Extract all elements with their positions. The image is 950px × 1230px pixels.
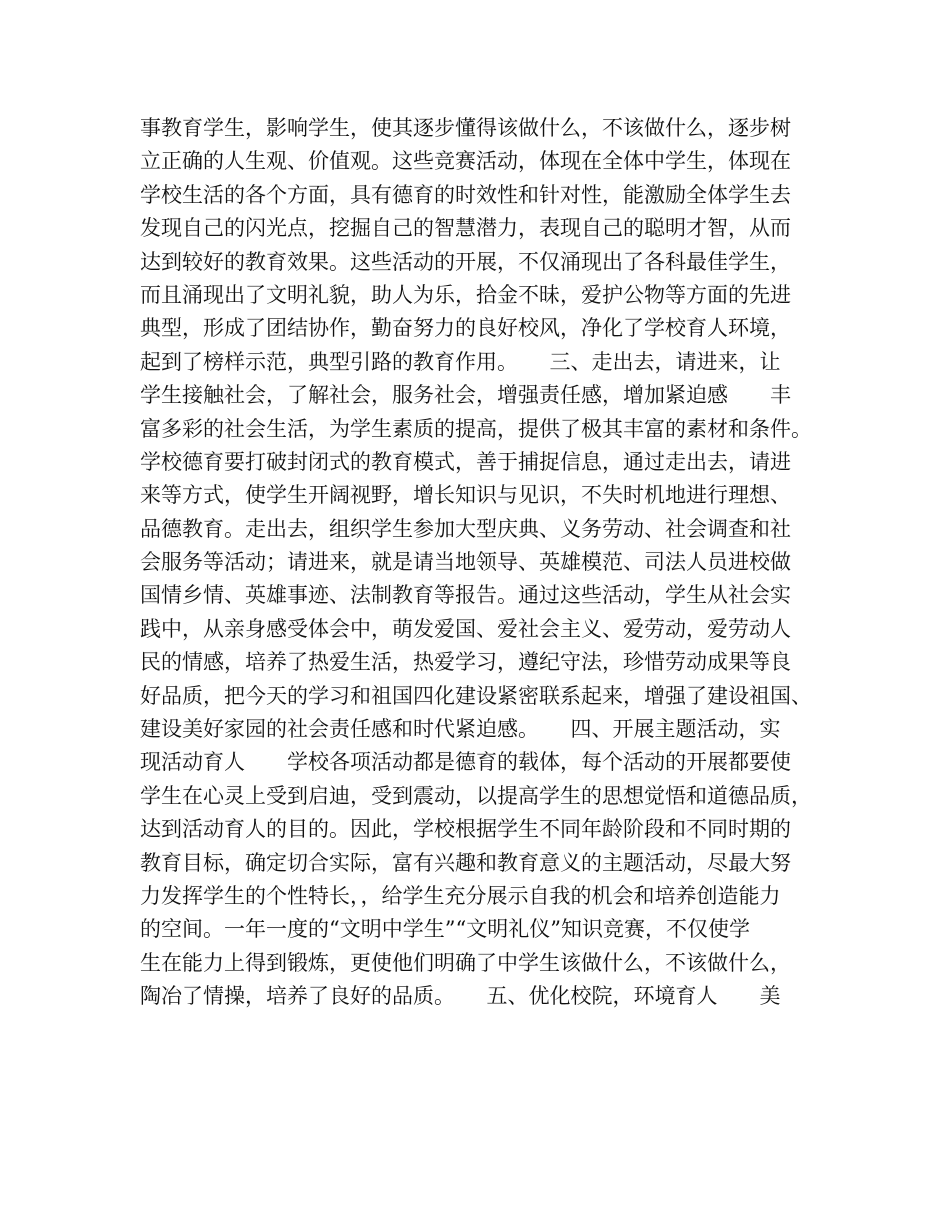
text-line: 力发挥学生的个性特长，，给学生充分展示自我的机会和培养创造能力: [140, 883, 781, 908]
text-line: 学校生活的各个方面，具有德育的时效性和针对性，能激励全体学生去: [140, 182, 791, 207]
text-line: 学校德育要打破封闭式的教育模式，善于捕捉信息，通过走出去，请进: [140, 449, 791, 474]
text-line: 生在能力上得到锻炼，更使他们明确了中学生该做什么，不该做什么，: [140, 950, 791, 975]
text-line: 现活动育人 学校各项活动都是德育的载体，每个活动的开展都要使: [140, 750, 791, 775]
text-line: 国情乡情、英雄事迹、法制教育等报告。通过这些活动，学生从社会实: [140, 583, 791, 608]
text-line: 典型，形成了团结协作，勤奋努力的良好校风，净化了学校育人环境，: [140, 316, 791, 341]
body-text: [140, 112, 830, 1014]
text-line: 践中，从亲身感受体会中，萌发爱国、爱社会主义、爱劳动，爱劳动人: [140, 616, 791, 641]
text-line: 会服务等活动；请进来，就是请当地领导、英雄模范、司法人员进校做: [140, 550, 791, 575]
text-line: 达到活动育人的目的。因此，学校根据学生不同年龄阶段和不同时期的: [140, 817, 791, 842]
text-line: 的空间。一年一度的“文明中学生”“文明礼仪”知识竞赛，不仅使学: [140, 917, 750, 942]
text-line: 立正确的人生观、价值观。这些竞赛活动，体现在全体中学生，体现在: [140, 149, 791, 174]
text-line: 起到了榜样示范，典型引路的教育作用。 三、走出去，请进来，让: [140, 349, 781, 374]
text-line: 好品质，把今天的学习和祖国四化建设紧密联系起来，增强了建设祖国、: [140, 683, 812, 708]
text-line: 而且涌现出了文明礼貌，助人为乐，拾金不昧，爱护公物等方面的先进: [140, 282, 791, 307]
text-line: 达到较好的教育效果。这些活动的开展，不仅涌现出了各科最佳学生，: [140, 249, 791, 274]
text-line: 学生接触社会，了解社会，服务社会，增强责任感，增加紧迫感 丰: [140, 383, 791, 408]
text-line: 事教育学生，影响学生，使其逐步懂得该做什么，不该做什么，逐步树: [140, 116, 791, 140]
text-line: 富多彩的社会生活，为学生素质的提高，提供了极其丰富的素材和条件。: [140, 416, 812, 441]
text-line: 发现自己的闪光点，挖掘自己的智慧潜力，表现自己的聪明才智，从而: [140, 216, 791, 241]
text-line: 品德教育。走出去，组织学生参加大型庆典、义务劳动、社会调查和社: [140, 516, 791, 541]
text-line: 学生在心灵上受到启迪，受到震动，以提高学生的思想觉悟和道德品质，: [140, 783, 812, 808]
text-line: 陶冶了情操，培养了良好的品质。 五、优化校院，环境育人 美: [140, 984, 781, 1009]
text-line: 教育目标，确定切合实际，富有兴趣和教育意义的主题活动，尽最大努: [140, 850, 791, 875]
text-line: 来等方式，使学生开阔视野，增长知识与见识，不失时机地进行理想、: [140, 483, 791, 508]
text-line: 民的情感，培养了热爱生活，热爱学习，遵纪守法，珍惜劳动成果等良: [140, 650, 791, 675]
text-line: 建设美好家园的社会责任感和时代紧迫感。 四、开展主题活动，实: [140, 717, 781, 742]
